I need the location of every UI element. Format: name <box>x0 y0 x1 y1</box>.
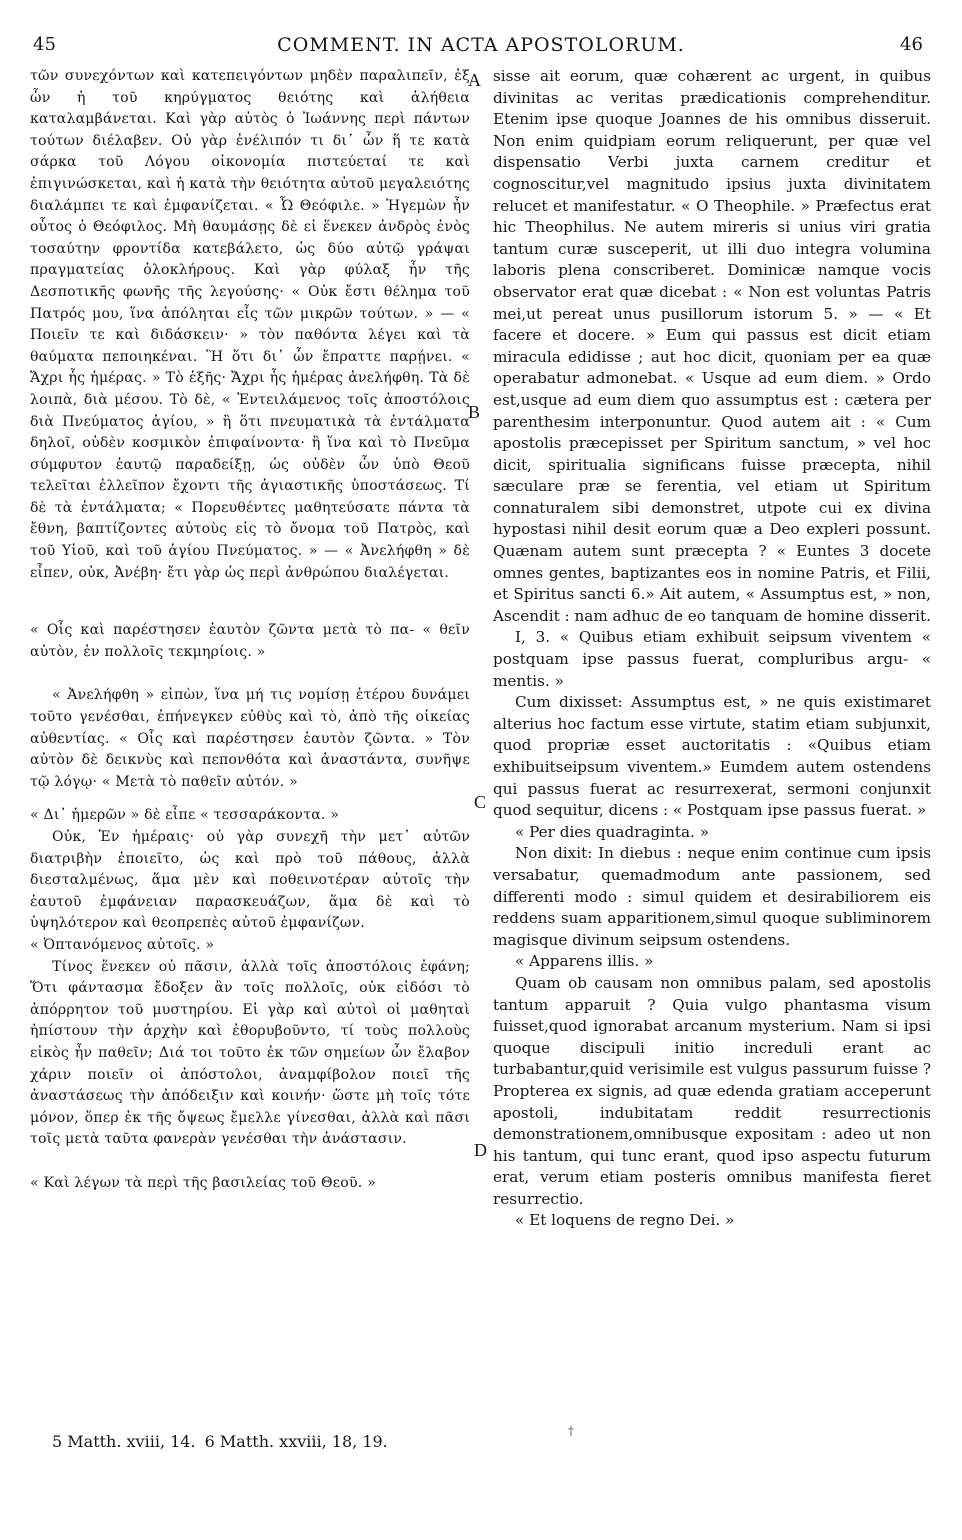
latin-paragraph: sisse ait eorum, quæ cohærent ac urgent, in quibus divinitas ac veritas prædicationis comprehenditur. Etenim ipse quoque Joannes de his omnibus disseruit. Non enim quidpiam eorum reliquerunt, per quæ vel dispensatio Verbi juxta carnem creditur et cognoscitur,vel magnitudo ipsius juxta divinitatem relucet et manifestatur. « O Theophile. » Præfectus erat hic Theophilus. Ne autem mireris si unius viri gratia tantum curæ susceperit, ut illi duo integra volumina laboris plena conscriberet. Dominicæ namque vocis observator erat quæ dicebat : « Non est voluntas Patris mei,ut pereat unus pusillorum istorum 5. » — « Et facere et docere. » Eum qui passus est dicit etiam miracula edidisse ; aut hoc dicit, quoniam per ea quæ operabatur admonebat. « Usque ad eum diem. » Ordo est,usque ad eum diem quo assumptus est : cætera per parenthesim interponuntur. Quod autem ait : « Cum apostolis præcepisset per Spiritum sanctum, » vel hoc dicit, spiritualia significans fuisse præcepta, nihil sæculare præ se ferentia, vel etiam ut Spiritum connaturalem sibi demonstret, utpote cui ex divina hypostasi nihil desit eorum quæ a Deo expleri possunt. Quænam autem sunt præcepta ? « Euntes 3 docete omnes gentes, baptizantes eos in nomine Patris, et Filii, et Spiritus sancti 6.» Ait autem, « Assumptus est, » non, Ascendit : nam adhuc de eo tanquam de homine disserit. <box>493 67 931 625</box>
footnote-5: 5 Matth. xviii, 14. <box>52 1432 196 1451</box>
greek-paragraph: « Ἀνελήφθη » εἰπὼν, ἵνα μή τις νομίσῃ ἑτέρου δυνάμει τοῦτο γενέσθαι, ἐπήνεγκεν εὐθὺς καὶ τὸ, ἀπὸ τῆς οἰκείας αὐθεντίας. « Οἷς καὶ παρέστησεν ἑαυτὸν ζῶντα. » Τὸν αὐτὸν δὲ δεικνὺς καὶ πεπονθότα καὶ ἀναστάντα, συνῆψε τῷ λόγῳ· « Μετὰ τὸ παθεῖν αὐτόν. » <box>30 687 470 790</box>
page-number-right: 46 <box>900 34 923 55</box>
margin-letter-c: C <box>474 792 487 812</box>
greek-paragraph: Οὐκ, Ἐν ἡμέραις· οὐ γὰρ συνεχῆ τὴν μετ᾿ αὐτῶν διατριβὴν ἐποιεῖτο, ὡς καὶ πρὸ τοῦ πάθους, ἀλλὰ διεσταλμένως, ἅμα μὲν καὶ ποθεινοτέραν αὐτοῖς τὴν ἑαυτοῦ ἐμφάνειαν παρασκευάζων, ἅμα δὲ καὶ τὸ ὑψηλότερον καὶ θεοπρεπὲς αὐτοῦ ἐμφανίζων. <box>30 829 470 932</box>
greek-column <box>30 66 470 1195</box>
greek-quote: « Δι᾿ ἡμερῶν » δὲ εἶπε « τεσσαράκοντα. » <box>30 807 340 824</box>
latin-quote: « Per dies quadraginta. » <box>515 822 709 841</box>
margin-letter-b: B <box>468 402 481 422</box>
latin-quote: « Apparens illis. » <box>515 952 654 971</box>
printer-mark-icon: † <box>568 1424 574 1438</box>
footnote-6: 6 Matth. xxviii, 18, 19. <box>204 1432 388 1451</box>
page-number-left: 45 <box>33 34 56 55</box>
greek-paragraph: Τίνος ἕνεκεν οὐ πᾶσιν, ἀλλὰ τοῖς ἀποστόλοις ἐφάνη; Ὅτι φάντασμα ἔδοξεν ἂν τοῖς πολλοῖς, οὐκ εἰδόσι τὸ ἀπόρρητον τοῦ μυστηρίου. Εἰ γὰρ καὶ αὐτοὶ οἱ μαθηταὶ ἠπίστουν τὴν ἀρχὴν καὶ ἐθορυβοῦντο, τί τοὺς πολλοὺς εἰκὸς ἦν παθεῖν; Διά τοι τοῦτο ἐκ τῶν σημείων ὧν ἔλαβον χάριν ποιεῖν οἱ ἀπόστολοι, ἀναμφίβολον ποιεῖ τῆς ἀναστάσεως τὴν ἀπόδειξιν καὶ κοινήν· ὥστε μὴ τοῖς τότε μόνον, ὅπερ ἐκ τῆς ὄψεως ἔμελλε γίνεσθαι, ἀλλὰ καὶ πᾶσι τοῖς μετὰ ταῦτα φανερὰν γενέσθαι τὴν ἀνάστασιν. <box>30 958 470 1148</box>
footnotes <box>52 1432 392 1451</box>
latin-paragraph: Quam ob causam non omnibus palam, sed apostolis tantum apparuit ? Quia vulgo phantasma visum fuisset,quod ignorabat arcanum mysterium. Nam si ipsi quoque discipuli initio increduli erant ac turbabantur,quid verisimile est vulgus passurum fuisse ? Propterea ex signis, ad quæ edenda gratiam acceperunt apostoli, indubitatam reddit resurrectionis demonstrationem,omnibusque expositam : adeo ut non his tantum, qui tunc erant, quod ipso aspectu futurum erat, verum etiam posteris omnibus manifesta fieret resurrectio. <box>493 973 931 1208</box>
latin-paragraph: Cum dixisset: Assumptus est, » ne quis existimaret alterius hoc factum esse virtute, statim etiam subjunxit, quod propriæ esset auctoritatis : «Quibus etiam exhibuitseipsum viventem.» Eumdem autem ostendens qui passus fuerat ac resurrexerat, sermoni conjunxit quod sequitur, dicens : « Postquam ipse passus fuerat. » <box>493 693 931 820</box>
margin-letter-d: D <box>474 1140 487 1160</box>
latin-quote: « Et loquens de regno Dei. » <box>515 1211 735 1230</box>
greek-quote: « Καὶ λέγων τὰ περὶ τῆς βασιλείας τοῦ Θεοῦ. » <box>30 1174 376 1191</box>
running-title: COMMENT. IN ACTA APOSTOLORUM. <box>277 34 685 56</box>
latin-column <box>493 66 931 1232</box>
greek-paragraph: τῶν συνεχόντων καὶ κατεπειγόντων μηδὲν παραλιπεῖν, ἐξ ὧν ἡ τοῦ κηρύγματος θειότης καὶ ἀλήθεια καταλαμβάνεται. Καὶ γὰρ αὐτὸς ὁ Ἰωάννης περὶ πάντων τούτων διέλαβεν. Οὐ γὰρ ἐνέλιπόν τι δι᾿ ὧν ἥ τε κατὰ σάρκα τοῦ Λόγου οἰκονομία πιστεύεταί τε καὶ ἐπιγινώσκεται, καὶ ἡ κατὰ τὴν θειότητα αὐτοῦ μεγαλειότης διαλάμπει τε καὶ ἐμφανίζεται. « Ὦ Θεόφιλε. » Ἡγεμὼν ἦν οὗτος ὁ Θεόφιλος. Μὴ θαυμάσῃς δὲ εἰ ἕνεκεν ἀνδρὸς ἑνὸς τοσαύτην φροντίδα κατεβάλετο, ὡς δύο αὐτῷ γράψαι πραγματείας ὁλοκλήρους. Καὶ γὰρ φύλαξ ἦν τῆς Δεσποτικῆς φωνῆς τῆς λεγούσης· « Οὐκ ἔστι θέλημα τοῦ Πατρός μου, ἵνα ἀπόληται εἷς τῶν μικρῶν τούτων. » — « Ποιεῖν τε καὶ διδάσκειν· » τὸν παθόντα λέγει καὶ τὰ θαύματα πεποιηκέναι. Ἢ ὅτι δι᾿ ὧν ἔπραττε παρῄνει. « Ἄχρι ἧς ἡμέρας. » Τὸ ἑξῆς· Ἄχρι ἧς ἡμέρας ἀνελήφθη. Τὰ δὲ λοιπὰ, διὰ μέσου. Τὸ δὲ, « Ἐντειλάμενος τοῖς ἀποστόλοις διὰ Πνεύματος ἁγίου, » ἢ ὅτι πνευματικὰ τὰ ἐντάλματα δηλοῖ, οὐδὲν κοσμικὸν ἐπιφαίνοντα· ἢ ἵνα καὶ τὸ Πνεῦμα σύμφυτον ἑαυτῷ παραδείξῃ, ὡς οὐδὲν ὧν ὑπὸ Θεοῦ τελεῖται ἐλλεῖπον ἔχοντι τῆς ἁγιαστικῆς ὑποστάσεως. Τί δὲ τὰ ἐντάλματα; « Πορευθέντες μαθητεύσατε πάντα τὰ ἔθνη, βαπτίζοντες αὐτοὺς εἰς τὸ ὄνομα τοῦ Πατρὸς, καὶ τοῦ Υἱοῦ, καὶ τοῦ ἁγίου Πνεύματος. » — « Ἀνελήφθη » δὲ εἶπεν, οὐκ, Ἀνέβη· ἔτι γὰρ ὡς περὶ ἀνθρώπου διαλέγεται. <box>30 68 470 581</box>
latin-paragraph: Non dixit: In diebus : neque enim continue cum ipsis versabatur, quemadmodum ante passionem, sed differenti modo : simul quidem et desirabiliorem eis reddens suam apparitionem,simul quoque subliminorem magisque divinum seipsum ostendens. <box>493 844 931 949</box>
greek-quote: « Ὀπτανόμενος αὐτοῖς. » <box>30 936 215 953</box>
greek-quote: « Οἷς καὶ παρέστησεν ἑαυτὸν ζῶντα μετὰ τὸ πα- « θεῖν αὐτὸν, ἐν πολλοῖς τεκμηρίοις. » <box>30 622 470 660</box>
page-header <box>0 34 962 68</box>
latin-quote: I, 3. « Quibus etiam exhibuit seipsum viventem « postquam ipse passus fuerat, compluribus argu- « mentis. » <box>493 628 931 690</box>
margin-letter-a: A <box>468 70 481 90</box>
